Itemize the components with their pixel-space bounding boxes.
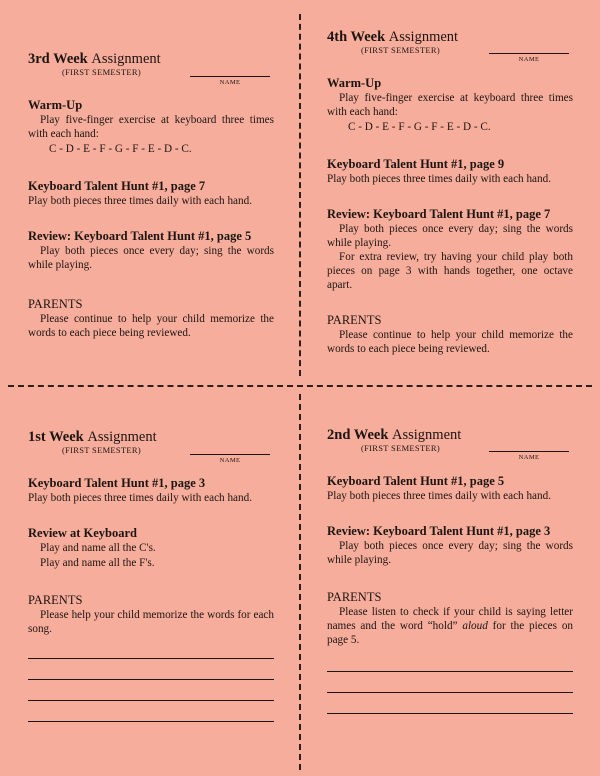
- name-field[interactable]: NAME: [489, 53, 569, 63]
- section-heading: Keyboard Talent Hunt #1, page 7: [28, 179, 206, 193]
- review-item: Play and name all the F's.: [40, 556, 155, 569]
- keyboard-talent-hunt-section: [28, 178, 274, 208]
- title-rest: Assignment: [388, 29, 459, 45]
- card-title: [327, 426, 573, 444]
- card-week3: [28, 50, 274, 340]
- note-sequence: C - D - E - F - G - F - E - D - C.: [348, 121, 491, 133]
- semester-label: (FIRST SEMESTER): [361, 45, 441, 55]
- section-heading: PARENTS: [327, 590, 382, 604]
- section-text: Play five-finger exercise at keyboard three times with each hand:: [28, 114, 274, 140]
- section-text: Play both pieces three times daily with each hand.: [28, 195, 252, 207]
- section-heading: Keyboard Talent Hunt #1, page 9: [327, 157, 505, 171]
- section-text: Play both pieces three times daily with each hand.: [327, 173, 551, 185]
- section-heading: Review: Keyboard Talent Hunt #1, page 5: [28, 229, 252, 243]
- section-heading: Keyboard Talent Hunt #1, page 3: [28, 476, 206, 490]
- section-text: Play five-finger exercise at keyboard three times with each hand:: [327, 92, 573, 118]
- parents-section: [327, 589, 573, 647]
- section-heading: Warm-Up: [28, 98, 83, 112]
- section-text: Play both pieces once every day; sing the words while playing.: [327, 540, 573, 566]
- semester-label: (FIRST SEMESTER): [62, 445, 142, 455]
- card-title: [327, 28, 573, 46]
- review-section: [327, 206, 573, 292]
- vertical-cut-line: [299, 394, 301, 770]
- card-week1: [28, 428, 274, 722]
- section-heading: PARENTS: [28, 593, 83, 607]
- section-heading: Review: Keyboard Talent Hunt #1, page 3: [327, 524, 551, 538]
- section-text: Play both pieces three times daily with each hand.: [327, 490, 551, 502]
- card-week2: [327, 426, 573, 714]
- section-heading: Review: Keyboard Talent Hunt #1, page 7: [327, 207, 551, 221]
- writing-line[interactable]: [327, 671, 573, 672]
- review-item: Play and name all the C's.: [40, 542, 156, 554]
- section-text: [327, 605, 573, 647]
- semester-label: (FIRST SEMESTER): [62, 67, 142, 77]
- parents-text-part: for the pieces on page 5.: [327, 620, 574, 646]
- section-text: Please continue to help your child memorize the words to each piece being reviewed.: [327, 329, 573, 355]
- parents-section: [327, 312, 573, 356]
- horizontal-cut-line: [8, 385, 592, 387]
- section-heading: Warm-Up: [327, 76, 382, 90]
- writing-line[interactable]: [28, 679, 274, 680]
- card-week4: [327, 28, 573, 356]
- review-section: [28, 228, 274, 272]
- name-field[interactable]: NAME: [190, 76, 270, 86]
- section-heading: Keyboard Talent Hunt #1, page 5: [327, 474, 505, 488]
- parents-text-emphasis: aloud: [462, 620, 488, 632]
- section-text: Please help your child memorize the words for each song.: [28, 609, 274, 635]
- writing-line[interactable]: [28, 700, 274, 701]
- vertical-cut-line: [299, 14, 301, 376]
- card-title: [28, 50, 274, 68]
- review-section: [28, 525, 274, 570]
- parents-section: [28, 296, 274, 340]
- parents-text-part: Please listen to check if your child is saying letter names and the word “hold”: [327, 606, 573, 632]
- keyboard-talent-hunt-section: [28, 475, 274, 505]
- section-text: Play both pieces once every day; sing the words while playing.: [327, 223, 573, 249]
- writing-line[interactable]: [327, 692, 573, 693]
- title-rest: Assignment: [91, 51, 161, 67]
- section-heading: PARENTS: [28, 297, 83, 311]
- title-rest: Assignment: [87, 429, 157, 445]
- title-week: 2nd Week: [327, 427, 389, 443]
- keyboard-talent-hunt-section: [327, 156, 573, 186]
- section-text: Play both pieces three times daily with each hand.: [28, 492, 252, 504]
- section-text: Please continue to help your child memorize the words to each piece being reviewed.: [28, 313, 274, 339]
- writing-line[interactable]: [327, 713, 573, 714]
- name-field[interactable]: NAME: [489, 451, 569, 461]
- semester-label: (FIRST SEMESTER): [361, 443, 441, 453]
- writing-line[interactable]: [28, 721, 274, 722]
- keyboard-talent-hunt-section: [327, 473, 573, 503]
- warmup-section: [327, 75, 573, 134]
- note-sequence: C - D - E - F - G - F - E - D - C.: [49, 143, 192, 155]
- title-rest: Assignment: [392, 427, 462, 443]
- warmup-section: [28, 97, 274, 156]
- section-heading: PARENTS: [327, 313, 382, 327]
- review-section: [327, 523, 573, 567]
- writing-line[interactable]: [28, 658, 274, 659]
- section-heading: Review at Keyboard: [28, 526, 138, 540]
- name-field[interactable]: NAME: [190, 454, 270, 464]
- title-week: 1st Week: [28, 429, 84, 445]
- title-week: 4th Week: [327, 29, 386, 45]
- section-text: Play both pieces once every day; sing the words while playing.: [28, 245, 274, 271]
- extra-review-text: For extra review, try having your child play both pieces on page 3 with hands together, one octave apart.: [327, 251, 573, 291]
- title-week: 3rd Week: [28, 51, 88, 67]
- parents-section: [28, 592, 274, 636]
- card-title: [28, 428, 274, 446]
